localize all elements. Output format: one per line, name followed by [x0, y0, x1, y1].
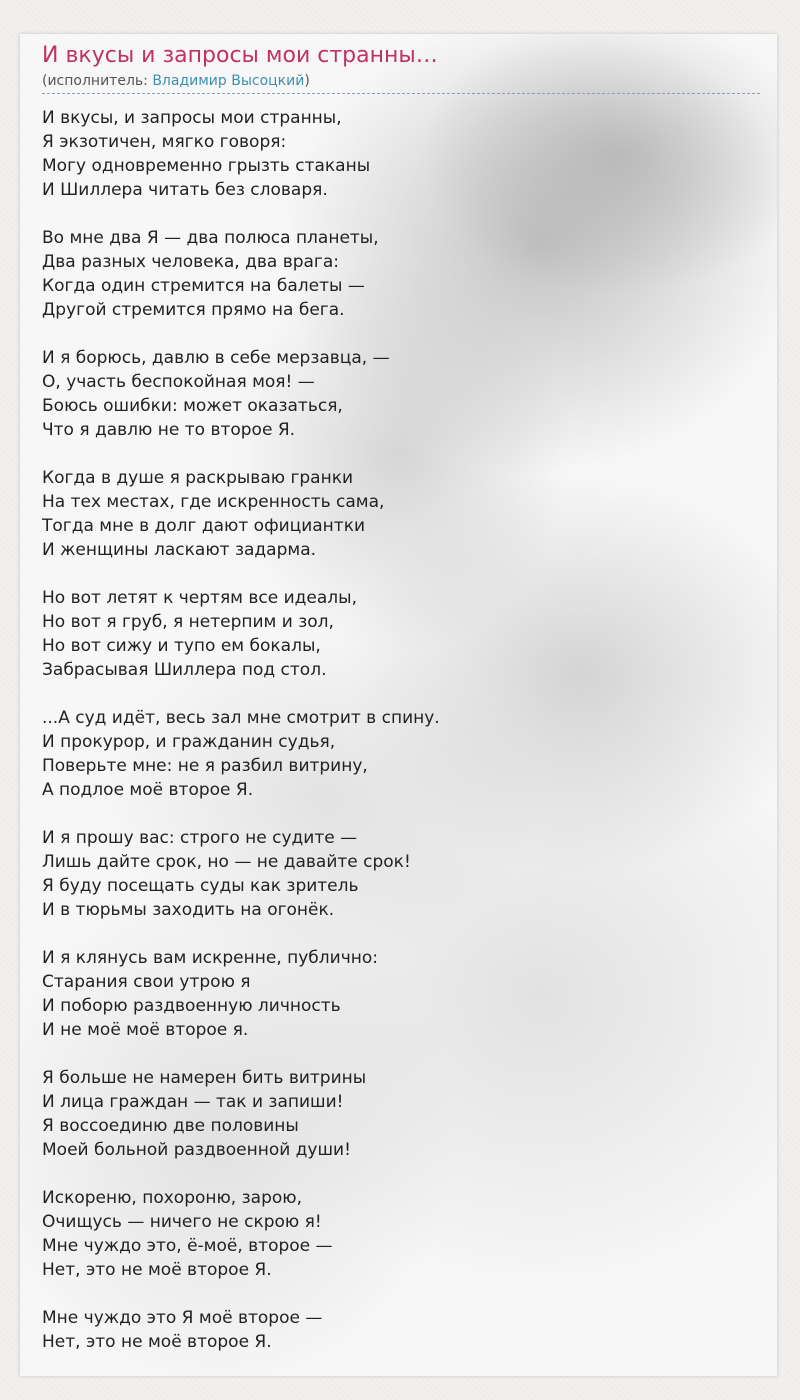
lyrics-content — [42, 40, 760, 1376]
lyric-line: И я прошу вас: строго не судите — — [42, 828, 358, 848]
lyric-line: Нет, это не моё второе Я. — [42, 1260, 272, 1280]
performer-link[interactable]: Владимир Высоцкий — [152, 73, 305, 89]
lyric-line: Лишь дайте срок, но — не давайте срок! — [42, 852, 411, 872]
lyric-line: Я буду посещать суды как зритель — [42, 876, 359, 896]
lyric-line: Другой стремится прямо на бега. — [42, 300, 345, 320]
lyric-line: Забрасывая Шиллера под стол. — [42, 660, 327, 680]
lyric-line: Но вот летят к чертям все идеалы, — [42, 588, 357, 608]
lyric-line: Могу одновременно грызть стаканы — [42, 156, 371, 176]
lyric-line: ...А суд идёт, весь зал мне смотрит в спину. — [42, 708, 440, 728]
stanza — [42, 346, 760, 442]
lyric-line: И Шиллера читать без словаря. — [42, 180, 328, 200]
stanza — [42, 1306, 760, 1354]
lyric-line: Очищусь — ничего не скрою я! — [42, 1212, 322, 1232]
lyric-line: И не моё моё второе я. — [42, 1020, 249, 1040]
lyric-line: Моей больной раздвоенной души! — [42, 1140, 351, 1160]
lyric-line: На тех местах, где искренность сама, — [42, 492, 385, 512]
lyric-line: Искореню, похороню, зарою, — [42, 1188, 302, 1208]
song-title: И вкусы и запросы мои странны… — [42, 43, 438, 68]
lyric-line: И женщины ласкают задарма. — [42, 540, 317, 560]
lyric-line: Тогда мне в долг дают официантки — [42, 516, 366, 536]
lyric-line: И поборю раздвоенную личность — [42, 996, 341, 1016]
performer-line — [42, 72, 760, 94]
lyric-line: Мне чуждо это Я моё второе — — [42, 1308, 323, 1328]
lyrics-card — [20, 34, 777, 1376]
performer-prefix: (исполнитель: — [42, 73, 153, 89]
lyric-line: Старания свои утрою я — [42, 972, 251, 992]
lyrics-body — [42, 106, 760, 1354]
lyric-line: И вкусы, и запросы мои странны, — [42, 108, 342, 128]
lyric-line: Я экзотичен, мягко говоря: — [42, 132, 287, 152]
lyric-line: Я больше не намерен бить витрины — [42, 1068, 367, 1088]
stanza — [42, 586, 760, 682]
lyric-line: И я борюсь, давлю в себе мерзавца, — — [42, 348, 390, 368]
stanza — [42, 106, 760, 202]
lyric-line: Я воссоединю две половины — [42, 1116, 299, 1136]
stanza — [42, 706, 760, 802]
performer-suffix: ) — [304, 73, 310, 89]
lyric-line: О, участь беспокойная моя! — — [42, 372, 315, 392]
lyric-line: Мне чуждо это, ё-моё, второе — — [42, 1236, 333, 1256]
stanza — [42, 1186, 760, 1282]
lyric-line: Когда в душе я раскрываю гранки — [42, 468, 354, 488]
lyric-line: Когда один стремится на балеты — — [42, 276, 365, 296]
stanza — [42, 1066, 760, 1162]
stanza — [42, 946, 760, 1042]
lyric-line: Боюсь ошибки: может оказаться, — [42, 396, 343, 416]
lyric-line: А подлое моё второе Я. — [42, 780, 254, 800]
lyric-line: Поверьте мне: не я разбил витрину, — [42, 756, 368, 776]
lyric-line: Но вот сижу и тупо ем бокалы, — [42, 636, 321, 656]
lyric-line: Два разных человека, два врага: — [42, 252, 340, 272]
lyric-line: И в тюрьмы заходить на огонёк. — [42, 900, 335, 920]
lyric-line: И лица граждан — так и запиши! — [42, 1092, 344, 1112]
lyric-line: Во мне два Я — два полюса планеты, — [42, 228, 379, 248]
stanza — [42, 466, 760, 562]
stanza — [42, 226, 760, 322]
lyric-line: Но вот я груб, я нетерпим и зол, — [42, 612, 334, 632]
lyric-line: И прокурор, и гражданин судья, — [42, 732, 336, 752]
lyric-line: И я клянусь вам искренне, публично: — [42, 948, 378, 968]
stanza — [42, 826, 760, 922]
lyric-line: Нет, это не моё второе Я. — [42, 1332, 272, 1352]
lyric-line: Что я давлю не то второе Я. — [42, 420, 296, 440]
